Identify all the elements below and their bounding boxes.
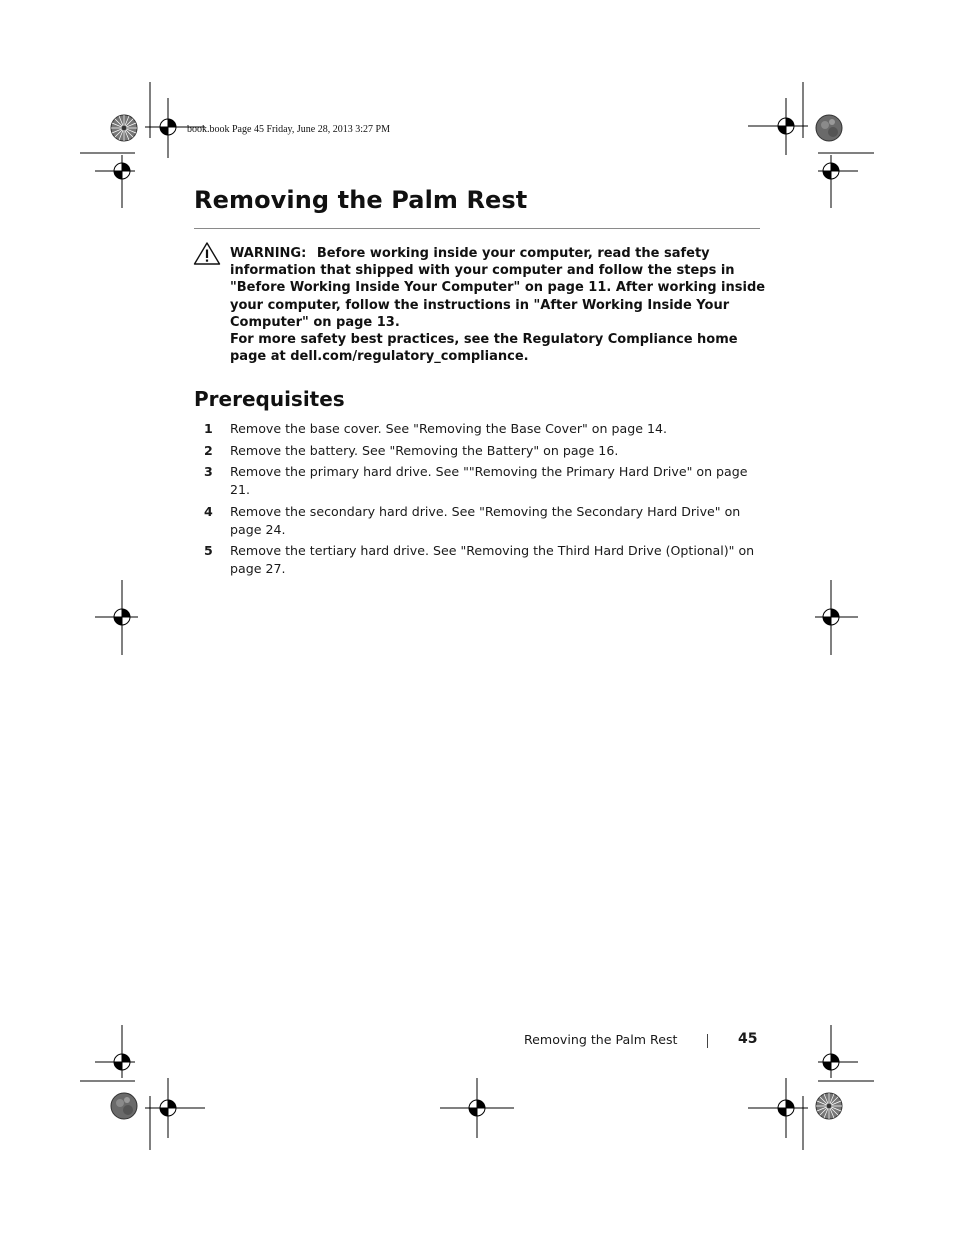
warning-block — [230, 245, 770, 365]
color-bar-icon — [816, 1093, 842, 1119]
step-text: Remove the base cover. See "Removing the Base Cover" on page 14. — [230, 421, 667, 436]
footer-section-title: Removing the Palm Rest — [524, 1032, 678, 1047]
step-text: Remove the primary hard drive. See ""Removing the Primary Hard Drive" on page 21. — [230, 464, 748, 498]
list-item — [194, 503, 764, 539]
step-number: 3 — [204, 464, 213, 480]
prerequisites-heading: Prerequisites — [194, 387, 345, 411]
step-number: 4 — [204, 503, 213, 519]
registration-mark-icon — [109, 604, 135, 630]
page-number: 45 — [738, 1031, 758, 1047]
color-bar-icon — [111, 1093, 137, 1119]
warning-triangle-icon — [193, 241, 221, 266]
color-bar-icon — [111, 115, 137, 141]
page-title: Removing the Palm Rest — [194, 186, 528, 214]
step-number: 2 — [204, 442, 213, 458]
print-header: book.book Page 45 Friday, June 28, 2013 3:27 PM — [187, 124, 390, 135]
step-number: 5 — [204, 543, 213, 559]
registration-mark-icon — [109, 1049, 135, 1075]
warning-text: Before working inside your computer, read the safety information that shipped with your computer and follow the steps in "Before Working Inside Your Computer" on page 11. After working inside your computer, follow the instructions in "After Working Inside Your Computer" on page 13. — [230, 246, 766, 330]
registration-mark-icon — [818, 604, 844, 630]
list-item — [194, 420, 764, 438]
warning-extra: For more safety best practices, see the Regulatory Compliance home page at dell.com/regulatory_compliance. — [230, 332, 738, 365]
color-bar-icon — [816, 115, 842, 141]
registration-mark-icon — [464, 1095, 490, 1121]
list-item — [194, 542, 764, 578]
warning-label: WARNING: — [230, 246, 307, 261]
step-text: Remove the tertiary hard drive. See "Removing the Third Hard Drive (Optional)" on page 27. — [230, 543, 755, 577]
list-item — [194, 442, 764, 460]
step-text: Remove the secondary hard drive. See "Removing the Secondary Hard Drive" on page 24. — [230, 503, 741, 537]
registration-mark-icon — [818, 1049, 844, 1075]
footer-separator — [707, 1034, 708, 1048]
registration-mark-icon — [773, 1095, 799, 1121]
warning-text-block — [230, 245, 770, 331]
title-rule — [194, 228, 760, 229]
step-text: Remove the battery. See "Removing the Battery" on page 16. — [230, 442, 619, 458]
prerequisites-list — [194, 420, 764, 582]
step-number: 1 — [204, 421, 213, 436]
list-item — [194, 463, 764, 499]
registration-mark-icon — [155, 1095, 181, 1121]
